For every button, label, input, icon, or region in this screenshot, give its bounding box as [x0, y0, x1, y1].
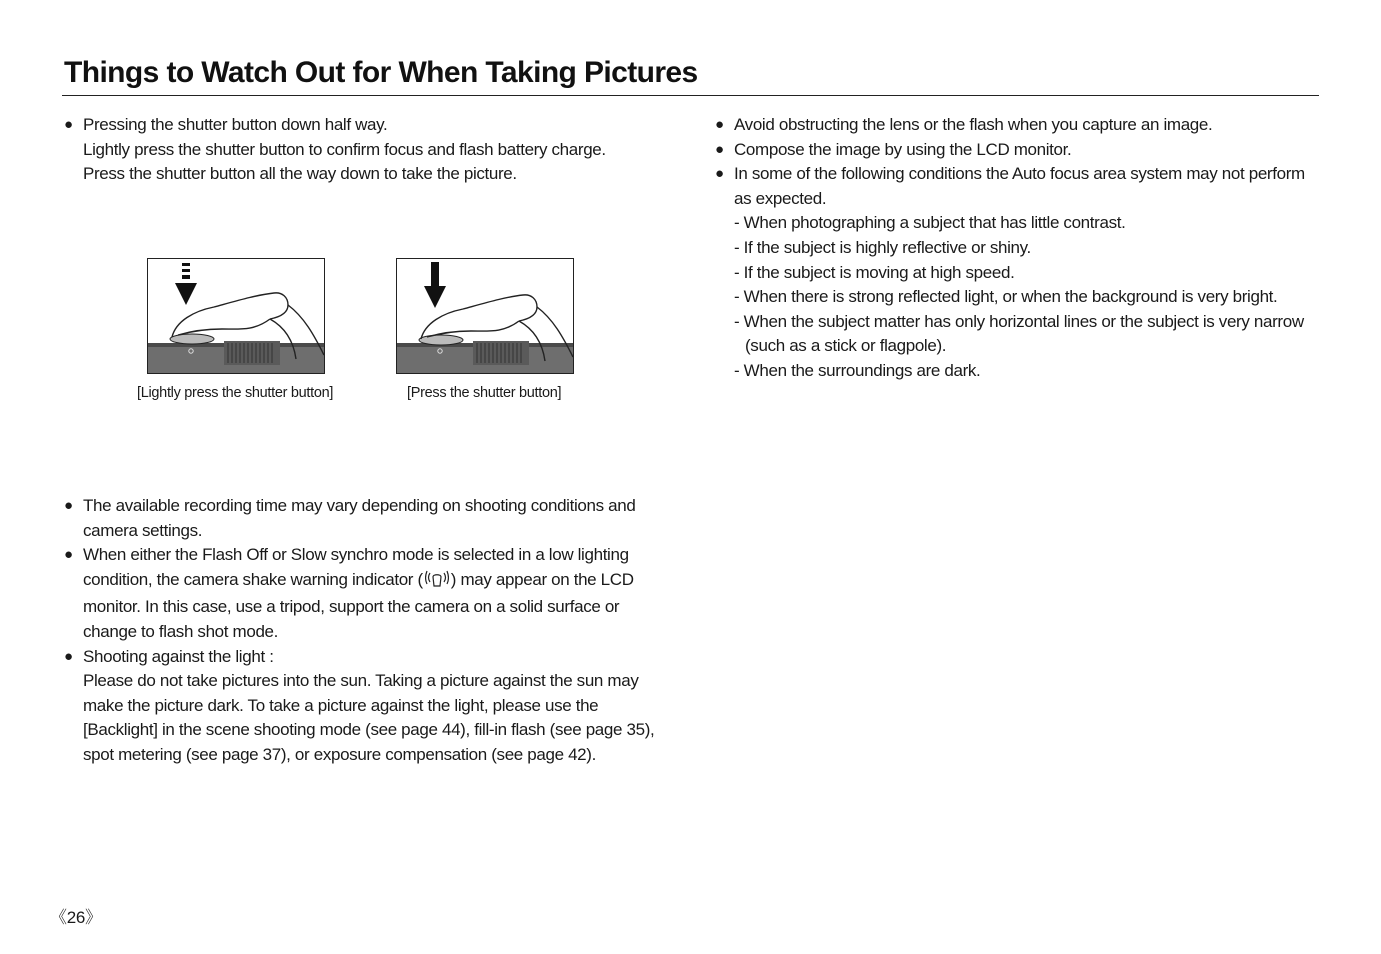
autofocus-notes-section [715, 113, 1325, 384]
item-text: as expected. [734, 188, 827, 208]
item-text: Avoid obstructing the lens or the flash when you capture an image. [734, 115, 1213, 134]
sub-item: - When the surroundings are dark. [734, 360, 981, 380]
sub-item: - When photographing a subject that has little contrast. [734, 213, 1126, 233]
item-text: ) may appear on the LCD [450, 569, 634, 589]
item-text: Lightly press the shutter button to confirm focus and flash battery charge. [83, 139, 606, 159]
list-item [64, 494, 674, 543]
dashed-arrow-icon [175, 263, 197, 305]
camera-body-icon [397, 335, 573, 373]
bullet-icon: ● [715, 165, 724, 183]
full-press-illustration [396, 258, 574, 374]
bullet-icon: ● [64, 116, 73, 133]
item-text: condition, the camera shake warning indicator ( [83, 569, 423, 589]
bullet-icon: ● [715, 116, 724, 133]
item-text: Compose the image by using the LCD monitor. [734, 139, 1072, 159]
full-press-caption: [Press the shutter button] [407, 385, 562, 401]
item-text: camera settings. [83, 520, 203, 540]
item-text: Pressing the shutter button down half way. [83, 115, 388, 134]
sub-item: - When there is strong reflected light, or when the background is very bright. [734, 287, 1278, 307]
arrow-down-icon [424, 262, 446, 308]
item-text: In some of the following conditions the Auto focus area system may not perform [734, 164, 1305, 184]
sub-item: - If the subject is highly reflective or shiny. [734, 237, 1031, 257]
bullet-icon: ● [64, 546, 73, 564]
item-text: monitor. In this case, use a tripod, support the camera on a solid surface or [83, 597, 620, 617]
list-item [64, 113, 664, 187]
title-rule [62, 95, 1319, 96]
item-text: spot metering (see page 37), or exposure compensation (see page 42). [83, 744, 596, 764]
item-text: [Backlight] in the scene shooting mode (see page 44), fill-in flash (see page 35), [83, 720, 655, 740]
item-text: Please do not take pictures into the sun. Taking a picture against the sun may [83, 671, 639, 691]
recording-notes-section [64, 494, 674, 768]
list-item [715, 138, 1325, 163]
list-item [715, 113, 1325, 138]
page-number: 《26》 [50, 908, 102, 927]
list-item [64, 543, 674, 644]
item-text: The available recording time may vary depending on shooting conditions and [83, 496, 636, 515]
camera-shake-icon [425, 570, 449, 596]
bullet-icon: ● [64, 497, 73, 514]
list-item [715, 162, 1325, 383]
item-text: When either the Flash Off or Slow synchro mode is selected in a low lighting [83, 545, 629, 565]
item-text: Shooting against the light : [83, 646, 274, 666]
sub-item: (such as a stick or flagpole). [745, 336, 947, 356]
item-text-with-icon [83, 568, 674, 596]
list-item [64, 645, 674, 768]
page-title: Things to Watch Out for When Taking Pictures [64, 56, 698, 89]
sub-item: - When the subject matter has only horizontal lines or the subject is very narrow [734, 311, 1304, 331]
bullet-icon: ● [64, 647, 73, 665]
bullet-icon: ● [715, 140, 724, 158]
half-press-illustration [147, 258, 325, 374]
sub-item: - If the subject is moving at high speed. [734, 262, 1015, 282]
item-text: Press the shutter button all the way down to take the picture. [83, 164, 517, 184]
shutter-press-section [64, 113, 664, 187]
item-text: change to flash shot mode. [83, 621, 279, 641]
item-text: make the picture dark. To take a picture against the light, please use the [83, 695, 599, 715]
half-press-caption: [Lightly press the shutter button] [137, 385, 334, 401]
camera-body-icon [148, 334, 324, 373]
